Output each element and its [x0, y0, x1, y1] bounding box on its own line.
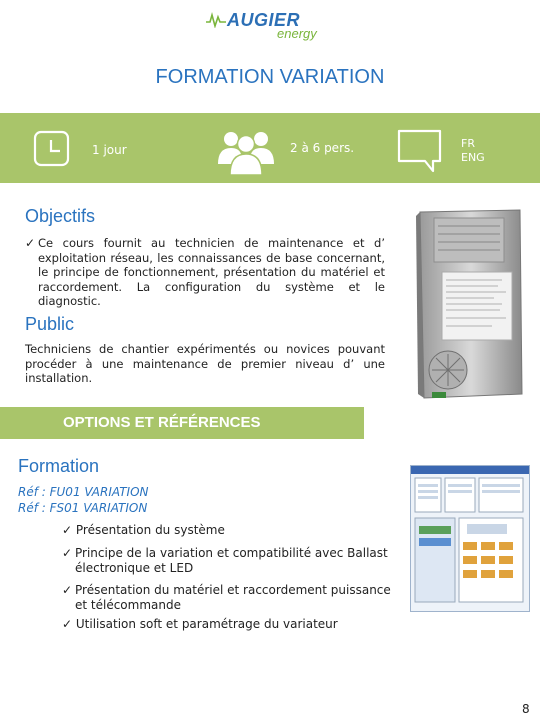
objectifs-text: Ce cours fournit au technicien de maintenance et d’ exploitation réseau, les connaissances de base concernant, le principe de fonctionnement, présentation du matériel et raccordement. La configuration du système et le diagnostic. — [38, 236, 385, 308]
speech-bubble-icon — [397, 129, 443, 173]
group-people-icon — [215, 124, 277, 176]
logo-wave-icon — [205, 12, 227, 28]
public-heading: Public — [25, 314, 75, 334]
reference-fu01: Réf : FU01 VARIATION — [18, 485, 149, 499]
list-item: ✓ Utilisation soft et paramétrage du variateur — [62, 617, 338, 631]
clock-icon — [33, 130, 71, 168]
logo-sub-text: energy — [277, 26, 317, 41]
objectifs-block — [25, 236, 385, 309]
objectifs-heading: Objectifs — [25, 206, 96, 226]
group-size-text: 2 à 6 pers. — [290, 141, 355, 155]
public-text: Techniciens de chantier expérimentés ou novices pouvant procéder à une maintenance de premier niveau d’ une installation. — [25, 342, 385, 385]
language-eng: ENG — [461, 151, 485, 164]
language-fr: FR — [461, 137, 475, 150]
page-title: FORMATION VARIATION — [155, 66, 385, 88]
checkmark-icon: ✓ — [25, 236, 36, 250]
checkmark-icon: ✓ — [62, 617, 73, 631]
augier-energy-logo — [205, 10, 335, 42]
logo-brand-text: AUGIER — [227, 10, 301, 30]
formation-list — [62, 523, 404, 643]
checkmark-icon: ✓ — [62, 583, 73, 597]
options-band — [0, 407, 364, 439]
info-band — [0, 113, 540, 183]
list-item: ✓ Principe de la variation et compatibilité avec Ballast électronique et LED — [62, 546, 388, 575]
checkmark-icon: ✓ — [62, 523, 73, 537]
duration-text: 1 jour — [92, 143, 127, 157]
list-item: ✓ Présentation du système — [62, 523, 225, 537]
checkmark-icon: ✓ — [62, 546, 73, 560]
variator-product-image — [402, 208, 525, 400]
options-heading: OPTIONS ET RÉFÉRENCES — [63, 414, 261, 431]
reference-fs01: Réf : FS01 VARIATION — [18, 501, 148, 515]
software-screenshot-image — [410, 465, 530, 612]
page-number: 8 — [522, 702, 530, 716]
formation-heading: Formation — [18, 456, 100, 476]
list-item: ✓ Présentation du matériel et raccordement puissance et télécommande — [62, 583, 391, 612]
